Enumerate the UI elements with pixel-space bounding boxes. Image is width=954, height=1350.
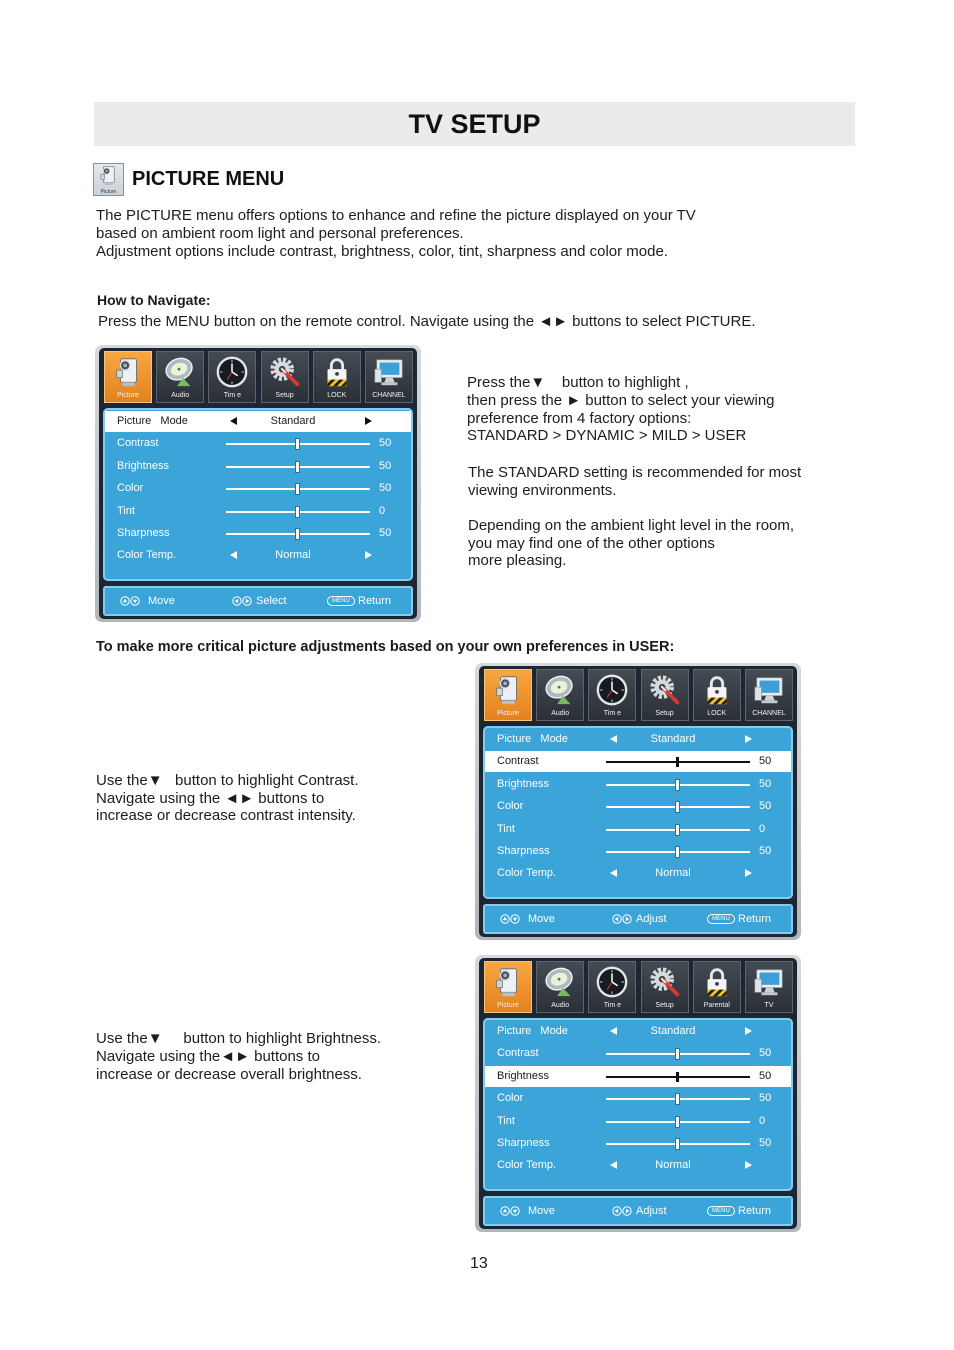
monitor-icon <box>752 673 786 707</box>
up-down-arrows-icon <box>500 1206 520 1216</box>
tint-value: 0 <box>759 823 766 835</box>
picture-icon <box>97 164 120 187</box>
tab-tv[interactable] <box>745 961 793 1013</box>
tab-label: Tim e <box>603 710 621 717</box>
row-picture-mode[interactable] <box>105 411 411 432</box>
audio-dish-icon <box>543 965 577 999</box>
instruction-line: Use the▼ button to highlight Contrast. <box>96 772 359 789</box>
color-slider[interactable] <box>606 1098 750 1100</box>
left-arrow-icon[interactable] <box>610 1027 617 1035</box>
tab-setup[interactable] <box>641 669 689 721</box>
note-line: The STANDARD setting is recommended for most <box>468 464 802 481</box>
right-arrow-icon[interactable] <box>365 551 372 559</box>
row-label: Picture Mode <box>117 415 188 427</box>
row-contrast[interactable] <box>105 433 411 454</box>
tab-label: CHANNEL <box>752 710 786 717</box>
picture-icon <box>111 355 145 389</box>
lock-icon <box>320 355 354 389</box>
tab-picture[interactable] <box>104 351 152 403</box>
instruction-line: increase or decrease contrast intensity. <box>96 807 356 825</box>
return-label: Return <box>358 595 392 607</box>
intro-line: Adjustment options include contrast, brightness, color, tint, sharpness and color mode. <box>96 243 668 260</box>
color-slider[interactable] <box>606 806 750 808</box>
tab-time[interactable] <box>588 669 636 721</box>
settings-panel <box>483 1018 793 1191</box>
tab-audio[interactable] <box>536 961 584 1013</box>
instruction-line: Press the▼ button to highlight , <box>467 374 689 391</box>
brightness-value: 50 <box>379 460 392 472</box>
menu-tab-bar <box>484 669 793 721</box>
slider-handle[interactable] <box>676 802 679 812</box>
picture-menu-screen <box>475 663 801 940</box>
sharpness-value: 50 <box>759 1137 772 1149</box>
note-line: viewing environments. <box>468 482 617 499</box>
up-down-arrows-icon <box>500 914 520 924</box>
slider-handle[interactable] <box>676 1094 679 1104</box>
row-label: Brightness <box>117 460 169 472</box>
tab-audio[interactable] <box>156 351 204 403</box>
color-value: 50 <box>379 482 392 494</box>
slider-handle[interactable] <box>296 439 299 449</box>
tint-value: 0 <box>759 1115 766 1127</box>
instruction-line: Navigate using the◄► buttons to <box>96 1048 320 1065</box>
color-value: 50 <box>759 800 772 812</box>
tab-label: LOCK <box>327 392 347 399</box>
lock-icon <box>700 965 734 999</box>
tab-parental[interactable] <box>693 961 741 1013</box>
row-label: Tint <box>497 1115 515 1127</box>
picture-mode-value: Standard <box>270 415 316 427</box>
row-label: Sharpness <box>117 527 170 539</box>
sharpness-slider[interactable] <box>606 1143 750 1145</box>
brightness-slider[interactable] <box>606 784 750 786</box>
menu-key-badge: MENU <box>707 1206 735 1216</box>
left-arrow-icon[interactable] <box>610 735 617 743</box>
tab-label: CHANNEL <box>372 392 406 399</box>
tab-lock[interactable] <box>313 351 361 403</box>
slider-handle[interactable] <box>296 462 299 472</box>
row-label: Color Temp. <box>497 1159 557 1171</box>
page-title: TV SETUP <box>408 109 541 139</box>
tab-label: LOCK <box>707 710 727 717</box>
intro-line: The PICTURE menu offers options to enhance and refine the picture displayed on your TV <box>96 207 696 224</box>
row-label: Brightness <box>497 1070 549 1082</box>
note-line: you may find one of the other options <box>468 534 715 552</box>
monitor-icon <box>372 355 406 389</box>
return-label: Return <box>738 913 772 925</box>
brightness-slider[interactable] <box>226 466 370 468</box>
row-color-temp[interactable] <box>105 545 411 566</box>
gear-icon <box>268 355 302 389</box>
section-title: PICTURE MENU <box>132 168 285 190</box>
color-temp-value: Normal <box>655 1159 691 1171</box>
row-brightness[interactable] <box>485 1066 791 1087</box>
row-label: Tint <box>497 823 515 835</box>
up-down-arrows-icon <box>120 596 140 606</box>
color-temp-value: Normal <box>655 867 691 879</box>
brightness-value: 50 <box>759 778 772 790</box>
instruction-line: Navigate using the ◄► buttons to <box>96 789 325 807</box>
right-arrow-icon[interactable] <box>745 735 752 743</box>
row-label: Color <box>497 800 524 812</box>
right-arrow-icon[interactable] <box>745 1161 752 1169</box>
row-label: Contrast <box>497 1047 539 1059</box>
page-number: 13 <box>470 1255 488 1272</box>
picture-menu-screen <box>475 955 801 1232</box>
slider-handle[interactable] <box>296 484 299 494</box>
row-label: Color <box>497 1092 524 1104</box>
right-arrow-icon[interactable] <box>745 869 752 877</box>
step2-instructions <box>96 772 359 825</box>
instruction-line: increase or decrease overall brightness. <box>96 1066 362 1083</box>
settings-panel <box>103 408 413 581</box>
left-arrow-icon[interactable] <box>610 869 617 877</box>
tint-slider[interactable] <box>606 829 750 831</box>
step1-instructions <box>467 374 775 445</box>
menu-footer <box>103 586 413 616</box>
picture-mode-value: Standard <box>650 733 696 745</box>
row-brightness[interactable] <box>485 774 791 795</box>
menu-footer <box>483 904 793 934</box>
row-color-temp[interactable] <box>485 1155 791 1176</box>
menu-tab-bar <box>484 961 793 1013</box>
tab-label: TV <box>764 1002 774 1009</box>
picture-mode-value: Standard <box>650 1025 696 1037</box>
navigate-text: Press the MENU button on the remote control. Navigate using the ◄► buttons to select PICTURE. <box>98 313 756 330</box>
slider-handle[interactable] <box>296 507 299 517</box>
slider-handle[interactable] <box>676 847 679 857</box>
color-value: 50 <box>759 1092 772 1104</box>
gear-icon <box>648 673 682 707</box>
note-line: Depending on the ambient light level in the room, <box>468 517 795 534</box>
menu-key-badge: MENU <box>707 914 735 924</box>
instruction-line: STANDARD > DYNAMIC > MILD > USER <box>467 427 747 445</box>
clock-icon <box>215 355 249 389</box>
instruction-line: Use the▼ button to highlight Brightness. <box>96 1030 382 1047</box>
sharpness-value: 50 <box>759 845 772 857</box>
tab-label: Audio <box>171 392 190 399</box>
move-label: Move <box>528 1205 555 1217</box>
tab-audio[interactable] <box>536 669 584 721</box>
picture-icon <box>491 965 525 999</box>
page-header-bar <box>94 102 855 146</box>
intro-line: based on ambient room light and personal preferences. <box>96 225 464 242</box>
sharpness-slider[interactable] <box>226 533 370 535</box>
sharpness-slider[interactable] <box>606 851 750 853</box>
tab-label: Setup <box>655 1002 674 1009</box>
row-label: Brightness <box>497 778 549 790</box>
row-label: Contrast <box>497 755 539 767</box>
ambient-light-note <box>468 517 794 570</box>
contrast-slider[interactable] <box>226 443 370 445</box>
intro-paragraph <box>96 207 696 261</box>
contrast-slider[interactable] <box>606 761 750 763</box>
tab-picture[interactable] <box>484 669 532 721</box>
adjust-label: Adjust <box>636 1205 667 1217</box>
slider-handle[interactable] <box>296 529 299 539</box>
tab-label: Audio <box>551 710 570 717</box>
standard-note <box>468 464 801 500</box>
row-label: Contrast <box>117 437 159 449</box>
tint-slider[interactable] <box>606 1121 750 1123</box>
picture-icon <box>491 673 525 707</box>
slider-handle[interactable] <box>676 1139 679 1149</box>
color-temp-value: Normal <box>275 549 311 561</box>
row-color[interactable] <box>485 1088 791 1109</box>
row-picture-mode[interactable] <box>485 1021 791 1042</box>
contrast-value: 50 <box>759 1047 772 1059</box>
row-tint[interactable] <box>485 819 791 840</box>
tab-label: Setup <box>655 710 674 717</box>
tab-channel[interactable] <box>365 351 413 403</box>
picture-menu-screen <box>95 345 421 622</box>
row-label: Picture Mode <box>497 733 568 745</box>
tab-lock[interactable] <box>693 669 741 721</box>
tab-label: Audio <box>551 1002 570 1009</box>
left-right-arrows-icon <box>232 596 252 606</box>
brightness-value: 50 <box>759 1070 772 1082</box>
adjust-label: Adjust <box>636 913 667 925</box>
left-arrow-icon[interactable] <box>230 417 237 425</box>
lock-icon <box>700 673 734 707</box>
slider-handle[interactable] <box>676 825 679 835</box>
right-arrow-icon[interactable] <box>745 1027 752 1035</box>
navigate-heading: How to Navigate: <box>97 292 211 308</box>
move-label: Move <box>528 913 555 925</box>
row-color-temp[interactable] <box>485 863 791 884</box>
tab-time[interactable] <box>588 961 636 1013</box>
row-sharpness[interactable] <box>105 523 411 544</box>
row-label: Picture Mode <box>497 1025 568 1037</box>
slider-handle[interactable] <box>676 757 679 767</box>
menu-key-badge: MENU <box>327 596 355 606</box>
tab-channel[interactable] <box>745 669 793 721</box>
row-contrast[interactable] <box>485 1043 791 1064</box>
row-color[interactable] <box>485 796 791 817</box>
clock-icon <box>595 673 629 707</box>
brightness-slider[interactable] <box>606 1076 750 1078</box>
row-label: Tint <box>117 505 135 517</box>
slider-handle[interactable] <box>676 1049 679 1059</box>
slider-handle[interactable] <box>676 1072 679 1082</box>
monitor-icon <box>752 965 786 999</box>
row-sharpness[interactable] <box>485 1133 791 1154</box>
tab-label: Parental <box>703 1002 730 1009</box>
tab-label: Tim e <box>223 392 241 399</box>
row-label: Color Temp. <box>117 549 177 561</box>
step3-instructions <box>96 1030 381 1084</box>
contrast-value: 50 <box>379 437 392 449</box>
clock-icon <box>595 965 629 999</box>
tint-value: 0 <box>379 505 386 517</box>
picture-section-icon <box>93 163 124 196</box>
move-label: Move <box>148 595 175 607</box>
menu-tab-bar <box>104 351 413 403</box>
tab-time[interactable] <box>208 351 256 403</box>
row-color[interactable] <box>105 478 411 499</box>
tab-setup[interactable] <box>261 351 309 403</box>
row-brightness[interactable] <box>105 456 411 477</box>
row-sharpness[interactable] <box>485 841 791 862</box>
left-arrow-icon[interactable] <box>230 551 237 559</box>
sharpness-value: 50 <box>379 527 392 539</box>
section-icon-label: Picture <box>100 189 117 195</box>
note-line: more pleasing. <box>468 552 567 569</box>
contrast-value: 50 <box>759 755 772 767</box>
settings-panel <box>483 726 793 899</box>
row-picture-mode[interactable] <box>485 729 791 750</box>
tab-label: Tim e <box>603 1002 621 1009</box>
color-slider[interactable] <box>226 488 370 490</box>
slider-handle[interactable] <box>676 780 679 790</box>
right-arrow-icon[interactable] <box>365 417 372 425</box>
instruction-line: preference from 4 factory options: <box>467 409 692 427</box>
row-label: Sharpness <box>497 845 550 857</box>
left-right-arrows-icon <box>612 914 632 924</box>
tab-label: Picture <box>497 1002 519 1009</box>
row-label: Color Temp. <box>497 867 557 879</box>
audio-dish-icon <box>543 673 577 707</box>
return-label: Return <box>738 1205 772 1217</box>
contrast-slider[interactable] <box>606 1053 750 1055</box>
row-tint[interactable] <box>105 501 411 522</box>
row-tint[interactable] <box>485 1111 791 1132</box>
left-right-arrows-icon <box>612 1206 632 1216</box>
left-arrow-icon[interactable] <box>610 1161 617 1169</box>
tint-slider[interactable] <box>226 511 370 513</box>
user-mode-heading: To make more critical picture adjustments based on your own preferences in USER: <box>96 639 675 655</box>
tab-label: Picture <box>117 392 139 399</box>
tab-label: Setup <box>275 392 294 399</box>
audio-dish-icon <box>163 355 197 389</box>
gear-icon <box>648 965 682 999</box>
row-contrast[interactable] <box>485 751 791 772</box>
tab-picture[interactable] <box>484 961 532 1013</box>
instruction-line: then press the ► button to select your viewing <box>467 391 775 409</box>
slider-handle[interactable] <box>676 1117 679 1127</box>
select-label: Select <box>256 595 287 607</box>
tab-label: Picture <box>497 710 519 717</box>
row-label: Color <box>117 482 144 494</box>
tab-setup[interactable] <box>641 961 689 1013</box>
row-label: Sharpness <box>497 1137 550 1149</box>
menu-footer <box>483 1196 793 1226</box>
